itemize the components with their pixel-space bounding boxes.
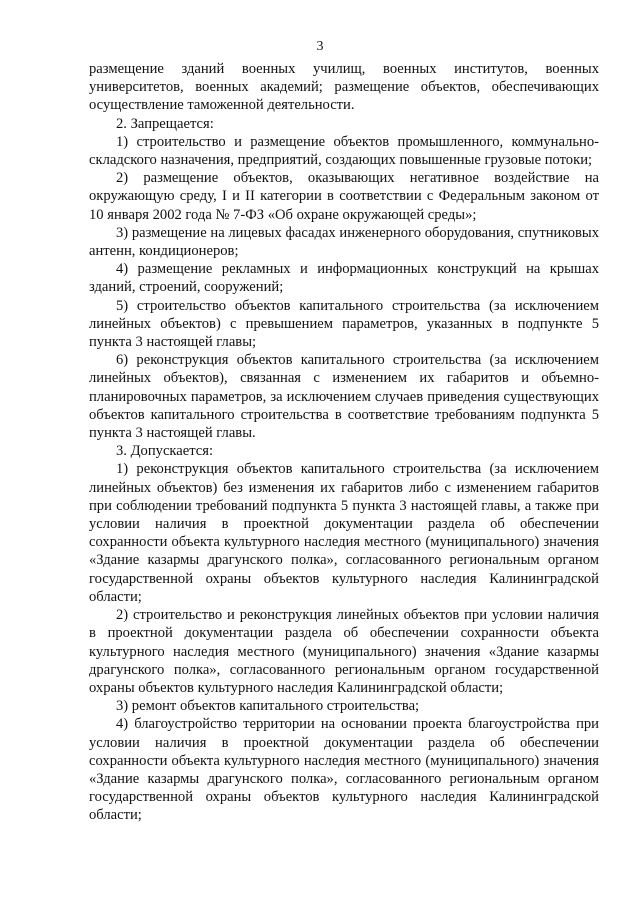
list-item-prohibited-5: 5) строительство объектов капитального строительства (за исключением линейных объектов) с превышением параметров, указанных в подпункте 5 пункта 3 настоящей главы; [89, 297, 599, 351]
list-item-allowed-3: 3) ремонт объектов капитального строительства; [116, 698, 420, 715]
list-item-prohibited-1: 1) строительство и размещение объектов промышленного, коммунально-складского назначения, предприятий, создающих повышенные грузовые потоки; [89, 133, 599, 169]
document-body [89, 60, 599, 825]
list-item-prohibited-4: 4) размещение рекламных и информационных конструкций на крышах зданий, строений, сооружений; [89, 261, 599, 296]
list-item-allowed-1: 1) реконструкция объектов капитального строительства (за исключением линейных объектов) без изменения их габаритов либо с изменением габаритов при соблюдении требований подпункта 5 пункта 3 настоящей главы, а также при условии наличия в проектной документации раздела об обеспечении сохранности объекта культурного наследия местного (муниципального) значения «Здание казармы драгунского полка», согласованного региональным органом государственной охраны объектов культурного наследия Калининградской области; [89, 461, 599, 605]
list-item-prohibited-6: 6) реконструкция объектов капитального строительства (за исключением линейных объектов), связанная с изменением их габаритов и объемно-планировочных параметров, за исключением случаев приведения существующих объектов капитального строительства в соответствие требованиям подпункта 5 пункта 3 настоящей главы. [89, 352, 599, 442]
list-item-prohibited-2: 2) размещение объектов, оказывающих негативное воздействие на окружающую среду, I и II категории в соответствии с Федеральным законом от 10 января 2002 года № 7-ФЗ «Об охране окружающей среды»; [89, 170, 599, 223]
list-item-allowed-4: 4) благоустройство территории на основании проекта благоустройства при условии наличия в проектной документации раздела об обеспечении сохранности объекта культурного наследия местного (муниципального) значения «Здание казармы драгунского полка», согласованного региональным органом государственной охраны объектов культурного наследия Калининградской области; [89, 716, 599, 824]
section-heading-prohibited: 2. Запрещается: [116, 115, 214, 132]
page-number: 3 [316, 39, 324, 54]
paragraph-continuation: размещение зданий военных училищ, военных институтов, военных университетов, военных академий; размещение объектов, обеспечивающих осуществление таможенной деятельности. [89, 61, 599, 114]
list-item-prohibited-3: 3) размещение на лицевых фасадах инженерного оборудования, спутниковых антенн, кондиционеров; [89, 224, 599, 260]
list-item-allowed-2: 2) строительство и реконструкция линейных объектов при условии наличия в проектной документации раздела об обеспечении сохранности объекта культурного наследия местного (муниципального) значения «Здание казармы драгунского полка», согласованного региональным органом государственной охраны объектов культурного наследия Калининградской области; [89, 607, 599, 696]
section-heading-allowed: 3. Допускается: [116, 443, 214, 460]
